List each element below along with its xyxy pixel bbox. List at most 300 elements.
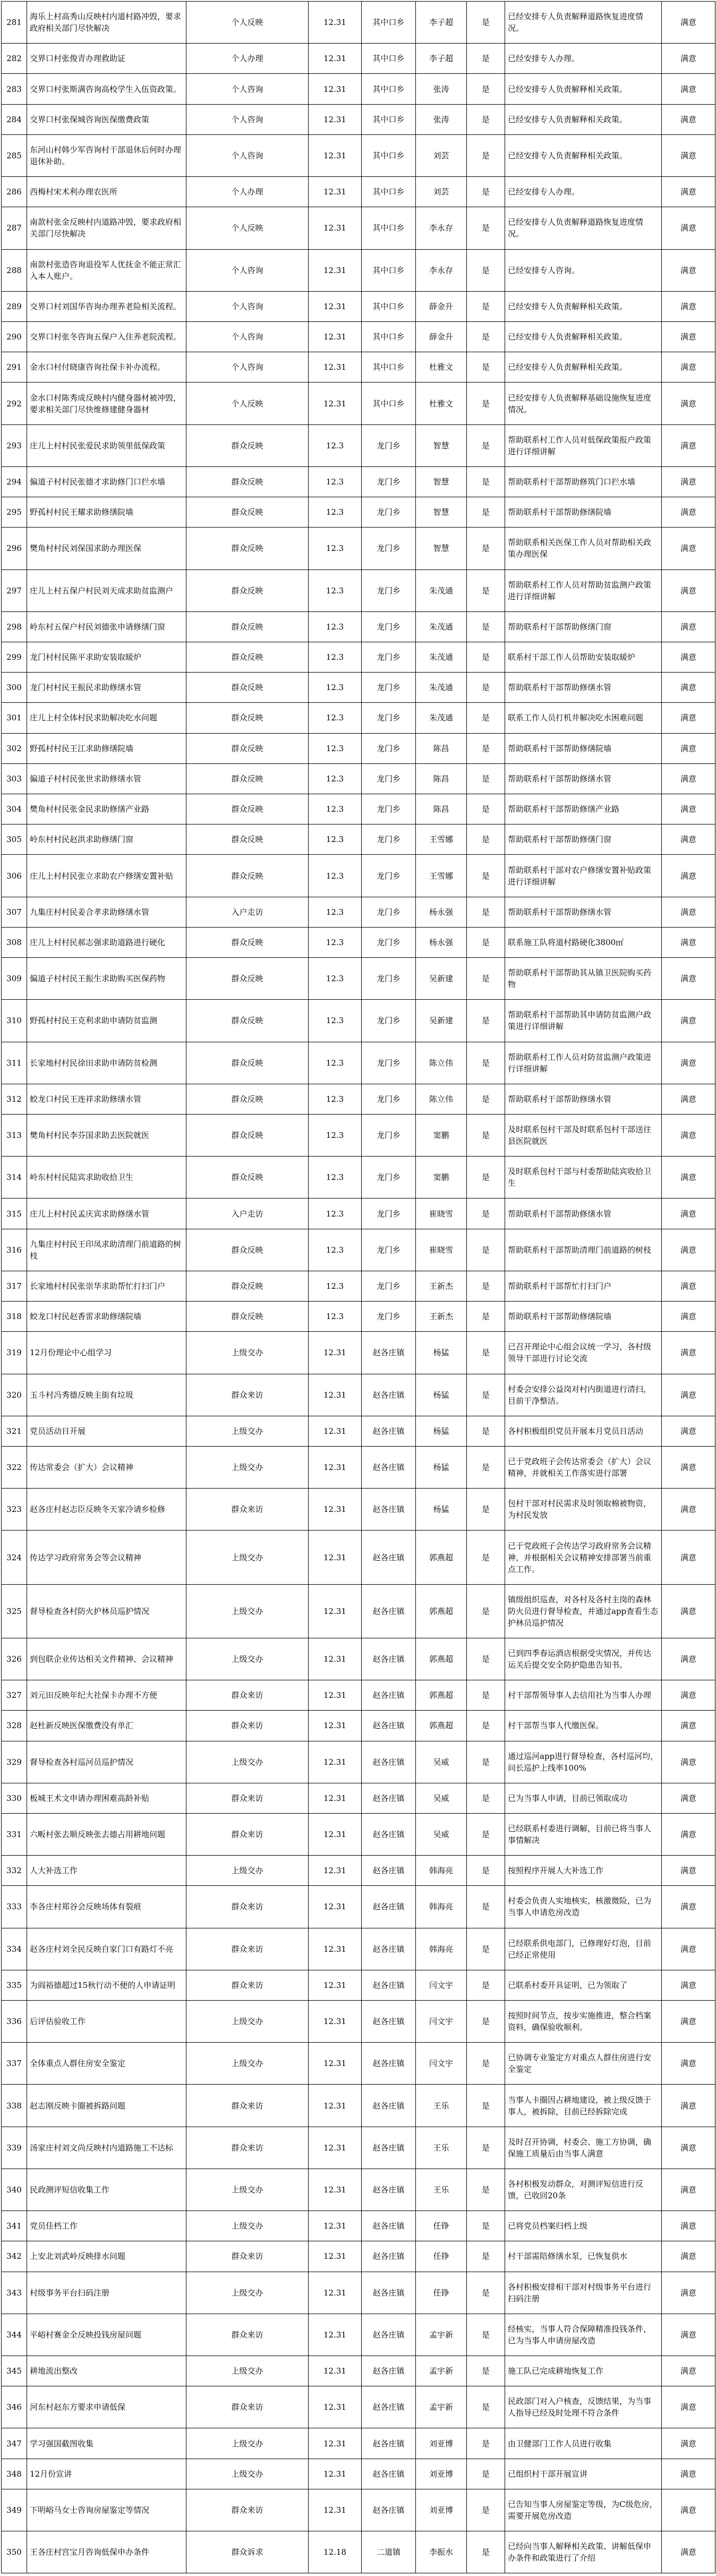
cell-handler: 窦鹏 bbox=[416, 1115, 467, 1157]
cell-satisfaction: 满意 bbox=[662, 1302, 715, 1332]
cell-handler: 李子超 bbox=[416, 2, 467, 44]
cell-item-description: 刘元田反映年纪大社保卡办理不方便 bbox=[27, 1680, 186, 1711]
cell-resolution: 由卫健部门工作人员进行收集 bbox=[505, 2428, 662, 2459]
cell-township: 赵各庄镇 bbox=[362, 2314, 416, 2356]
cell-item-date: 12.3 bbox=[309, 733, 362, 763]
cell-resolved: 是 bbox=[467, 1741, 505, 1783]
cell-item-description: 西梅村宋术利办理农医所 bbox=[27, 177, 186, 207]
cell-township: 龙门乡 bbox=[362, 1157, 416, 1198]
cell-township: 其中口乡 bbox=[362, 352, 416, 382]
cell-satisfaction: 满意 bbox=[662, 642, 715, 672]
cell-resolved: 是 bbox=[467, 1638, 505, 1680]
cell-township: 赵各庄镇 bbox=[362, 1332, 416, 1374]
cell-resolution: 按照时间节点，按步实施推进，整合档案资料，确保验收顺利。 bbox=[505, 2001, 662, 2043]
cell-item-type: 群众诉求 bbox=[186, 2531, 309, 2573]
cell-item-type: 上级交办 bbox=[186, 1446, 309, 1488]
cell-township: 龙门乡 bbox=[362, 466, 416, 497]
cell-resolved: 是 bbox=[467, 1813, 505, 1855]
cell-item-date: 12.31 bbox=[309, 134, 362, 176]
cell-item-type: 群众反映 bbox=[186, 824, 309, 855]
cell-item-date: 12.3 bbox=[309, 466, 362, 497]
cell-item-date: 12.31 bbox=[309, 2, 362, 44]
cell-handler: 智慧 bbox=[416, 466, 467, 497]
cell-row-number: 321 bbox=[2, 1416, 27, 1446]
cell-item-description: 耕地流出整改 bbox=[27, 2356, 186, 2386]
cell-resolution: 已经安排专人负责解释相关政策。 bbox=[505, 291, 662, 321]
cell-item-description: 赵杜新反映医保缴费没有单汇 bbox=[27, 1711, 186, 1741]
cell-township: 赵各庄镇 bbox=[362, 1856, 416, 1886]
cell-satisfaction: 满意 bbox=[662, 1970, 715, 2000]
petition-ledger-table bbox=[1, 1, 715, 2573]
cell-resolved: 是 bbox=[467, 2272, 505, 2314]
cell-row-number: 299 bbox=[2, 642, 27, 672]
cell-row-number: 283 bbox=[2, 74, 27, 104]
cell-item-description: 岭东村五保户村民刘德张申请修缮门窗 bbox=[27, 611, 186, 642]
cell-resolution: 帮助联系村干部帮助修缮水管 bbox=[505, 1198, 662, 1229]
cell-resolved: 是 bbox=[467, 2211, 505, 2241]
table-row bbox=[2, 763, 715, 794]
table-row bbox=[2, 2169, 715, 2211]
cell-item-description: 庄儿上村全体村民求助解决吃水问题 bbox=[27, 703, 186, 733]
cell-handler: 王乐 bbox=[416, 2127, 467, 2169]
cell-item-date: 12.3 bbox=[309, 611, 362, 642]
cell-resolution: 已将党员档案归档上级 bbox=[505, 2211, 662, 2241]
cell-item-description: 蛟龙口村民王连祥求助修缮水管 bbox=[27, 1084, 186, 1114]
cell-resolved: 是 bbox=[467, 1042, 505, 1084]
cell-item-description: 赵各庄村赵志臣反映冬天家冷请乡检修 bbox=[27, 1489, 186, 1531]
table-row bbox=[2, 1302, 715, 1332]
cell-resolution: 已经联系村委进行调解，目前已将当事人事情解决 bbox=[505, 1813, 662, 1855]
cell-item-description: 岭东村村民陆宾求助收拾卫生 bbox=[27, 1157, 186, 1198]
cell-row-number: 331 bbox=[2, 1813, 27, 1855]
cell-item-date: 12.3 bbox=[309, 569, 362, 611]
cell-item-date: 12.31 bbox=[309, 1680, 362, 1711]
cell-satisfaction: 满意 bbox=[662, 2085, 715, 2127]
cell-satisfaction: 满意 bbox=[662, 424, 715, 466]
cell-resolved: 是 bbox=[467, 44, 505, 74]
cell-item-description: 到包联企业传达相关文件精神、会议精神 bbox=[27, 1638, 186, 1680]
table-row bbox=[2, 74, 715, 104]
cell-row-number: 350 bbox=[2, 2531, 27, 2573]
cell-item-description: 金水口村付晓康咨询社保卡补办流程。 bbox=[27, 352, 186, 382]
cell-item-description: 岭东村村民赵洪求助修缮门窗 bbox=[27, 824, 186, 855]
cell-satisfaction: 满意 bbox=[662, 2314, 715, 2356]
cell-item-date: 12.31 bbox=[309, 2386, 362, 2428]
table-row bbox=[2, 2211, 715, 2241]
cell-item-date: 12.3 bbox=[309, 1084, 362, 1114]
cell-handler: 孟宇新 bbox=[416, 2386, 467, 2428]
cell-satisfaction: 满意 bbox=[662, 611, 715, 642]
cell-handler: 崔晓雪 bbox=[416, 1198, 467, 1229]
cell-satisfaction: 满意 bbox=[662, 1271, 715, 1301]
cell-township: 龙门乡 bbox=[362, 569, 416, 611]
cell-resolution: 帮助联系村干部帮助修缮水管 bbox=[505, 673, 662, 703]
cell-resolved: 是 bbox=[467, 1584, 505, 1638]
table-row bbox=[2, 1711, 715, 1741]
cell-item-type: 群众反映 bbox=[186, 958, 309, 1000]
cell-item-date: 12.31 bbox=[309, 2314, 362, 2356]
table-row bbox=[2, 249, 715, 291]
cell-resolution: 村委会安排公益岗对村内街道进行清扫，目前干净整洁。 bbox=[505, 1374, 662, 1416]
table-row bbox=[2, 1489, 715, 1531]
cell-satisfaction: 满意 bbox=[662, 927, 715, 957]
cell-row-number: 311 bbox=[2, 1042, 27, 1084]
cell-item-type: 个人咨询 bbox=[186, 352, 309, 382]
cell-row-number: 290 bbox=[2, 321, 27, 352]
cell-item-type: 群众反映 bbox=[186, 1229, 309, 1271]
table-row bbox=[2, 497, 715, 528]
cell-resolved: 是 bbox=[467, 2085, 505, 2127]
cell-resolution: 已召开理论中心组会议统一学习，各村级领导干部进行讨论交流 bbox=[505, 1332, 662, 1374]
cell-resolved: 是 bbox=[467, 1115, 505, 1157]
cell-satisfaction: 满意 bbox=[662, 1584, 715, 1638]
cell-item-date: 12.31 bbox=[309, 1813, 362, 1855]
cell-item-type: 个人咨询 bbox=[186, 134, 309, 176]
cell-item-description: 交界口村张冬咨询五保户入住养老院流程。 bbox=[27, 321, 186, 352]
cell-resolution: 各村积极发动群众，对测评短信进行反馈，已收回20条 bbox=[505, 2169, 662, 2211]
cell-item-description: 玉斗村冯秀德反映主街有垃圾 bbox=[27, 1374, 186, 1416]
cell-resolved: 是 bbox=[467, 207, 505, 249]
cell-resolved: 是 bbox=[467, 382, 505, 424]
cell-item-description: 学习强国截图收集 bbox=[27, 2428, 186, 2459]
cell-item-type: 个人咨询 bbox=[186, 104, 309, 134]
cell-handler: 杜雅文 bbox=[416, 382, 467, 424]
cell-item-description: 党员活动日开展 bbox=[27, 1416, 186, 1446]
cell-item-type: 群众反映 bbox=[186, 569, 309, 611]
cell-resolved: 是 bbox=[467, 2531, 505, 2573]
cell-township: 龙门乡 bbox=[362, 824, 416, 855]
table-row bbox=[2, 1886, 715, 1928]
cell-item-type: 群众反映 bbox=[186, 466, 309, 497]
cell-item-date: 12.31 bbox=[309, 104, 362, 134]
cell-item-type: 群众反映 bbox=[186, 1000, 309, 1042]
cell-resolved: 是 bbox=[467, 1332, 505, 1374]
cell-row-number: 289 bbox=[2, 291, 27, 321]
table-row bbox=[2, 703, 715, 733]
cell-item-description: 交界口村张保城咨询医保缴费政策 bbox=[27, 104, 186, 134]
cell-township: 赵各庄镇 bbox=[362, 2085, 416, 2127]
cell-handler: 孟宇新 bbox=[416, 2356, 467, 2386]
cell-item-description: 野孤村村民王耀求助修缮院墙 bbox=[27, 497, 186, 528]
cell-item-type: 群众反映 bbox=[186, 855, 309, 897]
cell-item-description: 李各庄村郑谷会反映场体有裂痕 bbox=[27, 1886, 186, 1928]
cell-item-type: 群众来访 bbox=[186, 2489, 309, 2531]
table-row bbox=[2, 1928, 715, 1970]
cell-satisfaction: 满意 bbox=[662, 703, 715, 733]
cell-satisfaction: 满意 bbox=[662, 1783, 715, 1813]
cell-handler: 刘芸 bbox=[416, 177, 467, 207]
cell-handler: 陈昌 bbox=[416, 733, 467, 763]
table-row bbox=[2, 1271, 715, 1301]
cell-resolution: 已经安排专人咨询。 bbox=[505, 249, 662, 291]
cell-row-number: 348 bbox=[2, 2459, 27, 2489]
cell-township: 赵各庄镇 bbox=[362, 1680, 416, 1711]
cell-township: 赵各庄镇 bbox=[362, 2127, 416, 2169]
cell-satisfaction: 满意 bbox=[662, 1856, 715, 1886]
cell-satisfaction: 满意 bbox=[662, 794, 715, 824]
cell-row-number: 295 bbox=[2, 497, 27, 528]
cell-resolved: 是 bbox=[467, 249, 505, 291]
cell-satisfaction: 满意 bbox=[662, 2211, 715, 2241]
cell-row-number: 336 bbox=[2, 2001, 27, 2043]
cell-resolution: 帮助联系村干部帮助修缮院墙 bbox=[505, 733, 662, 763]
cell-handler: 陈昌 bbox=[416, 763, 467, 794]
cell-satisfaction: 满意 bbox=[662, 1042, 715, 1084]
table-row bbox=[2, 424, 715, 466]
cell-handler: 王雪娜 bbox=[416, 824, 467, 855]
cell-item-type: 群众反映 bbox=[186, 763, 309, 794]
cell-township: 赵各庄镇 bbox=[362, 1531, 416, 1584]
cell-satisfaction: 满意 bbox=[662, 1928, 715, 1970]
table-row bbox=[2, 824, 715, 855]
table-row bbox=[2, 2531, 715, 2573]
cell-item-date: 12.31 bbox=[309, 2272, 362, 2314]
cell-item-description: 南款村张金反映村内道路冲毁，要求政府相关部门尽快解决 bbox=[27, 207, 186, 249]
table-row bbox=[2, 2, 715, 44]
cell-item-description: 民政测评短信收集工作 bbox=[27, 2169, 186, 2211]
cell-item-date: 12.31 bbox=[309, 1783, 362, 1813]
cell-resolved: 是 bbox=[467, 855, 505, 897]
cell-handler: 朱茂通 bbox=[416, 611, 467, 642]
cell-township: 龙门乡 bbox=[362, 1229, 416, 1271]
cell-item-description: 野孤村村民王江求助修缮院墙 bbox=[27, 733, 186, 763]
cell-resolved: 是 bbox=[467, 134, 505, 176]
cell-satisfaction: 满意 bbox=[662, 134, 715, 176]
cell-township: 龙门乡 bbox=[362, 703, 416, 733]
cell-item-date: 12.31 bbox=[309, 1741, 362, 1783]
cell-item-description: 交界口村张斯满咨询高校学生入伍资政策。 bbox=[27, 74, 186, 104]
cell-item-description: 庄儿上村村民张立求助农户修缮安置补贴 bbox=[27, 855, 186, 897]
cell-resolution: 已经安排专人办理。 bbox=[505, 44, 662, 74]
cell-resolution: 帮助联系村干部帮助修缮门窗 bbox=[505, 611, 662, 642]
cell-item-description: 赵各庄村刘全民反映自家门口有路灯不亮 bbox=[27, 1928, 186, 1970]
cell-item-description: 九集庄村村民王印凤求助清理门前道路的树枝 bbox=[27, 1229, 186, 1271]
cell-item-type: 群众来访 bbox=[186, 1928, 309, 1970]
cell-township: 龙门乡 bbox=[362, 897, 416, 927]
cell-handler: 朱茂通 bbox=[416, 703, 467, 733]
cell-item-date: 12.31 bbox=[309, 2043, 362, 2085]
cell-handler: 李永存 bbox=[416, 249, 467, 291]
cell-resolution: 村干部帮当事人代缴医保。 bbox=[505, 1711, 662, 1741]
cell-handler: 刘芸 bbox=[416, 134, 467, 176]
cell-resolved: 是 bbox=[467, 352, 505, 382]
cell-item-description: 下明峪马女士咨询房屋鉴定等情况 bbox=[27, 2489, 186, 2531]
table-row bbox=[2, 673, 715, 703]
cell-item-description: 龙门村村民陈平求助安装取暖炉 bbox=[27, 642, 186, 672]
cell-item-type: 群众来访 bbox=[186, 1970, 309, 2000]
cell-satisfaction: 满意 bbox=[662, 2489, 715, 2531]
cell-item-type: 群众来访 bbox=[186, 1711, 309, 1741]
cell-township: 其中口乡 bbox=[362, 104, 416, 134]
cell-satisfaction: 满意 bbox=[662, 352, 715, 382]
cell-satisfaction: 满意 bbox=[662, 673, 715, 703]
cell-item-date: 12.3 bbox=[309, 1302, 362, 1332]
cell-satisfaction: 满意 bbox=[662, 1374, 715, 1416]
cell-item-date: 12.3 bbox=[309, 794, 362, 824]
cell-handler: 刘亚博 bbox=[416, 2428, 467, 2459]
cell-satisfaction: 满意 bbox=[662, 2169, 715, 2211]
cell-item-date: 12.31 bbox=[309, 249, 362, 291]
cell-row-number: 328 bbox=[2, 1711, 27, 1741]
cell-row-number: 324 bbox=[2, 1531, 27, 1584]
cell-item-type: 群众反映 bbox=[186, 927, 309, 957]
cell-item-date: 12.31 bbox=[309, 382, 362, 424]
cell-satisfaction: 满意 bbox=[662, 1115, 715, 1157]
cell-resolution: 施工队已完成耕地恢复工作 bbox=[505, 2356, 662, 2386]
cell-item-date: 12.31 bbox=[309, 1489, 362, 1531]
cell-row-number: 294 bbox=[2, 466, 27, 497]
cell-item-date: 12.31 bbox=[309, 1446, 362, 1488]
cell-item-date: 12.31 bbox=[309, 1638, 362, 1680]
cell-resolved: 是 bbox=[467, 291, 505, 321]
cell-township: 赵各庄镇 bbox=[362, 2241, 416, 2272]
table-row bbox=[2, 2272, 715, 2314]
table-row bbox=[2, 1446, 715, 1488]
cell-item-description: 蛟龙口村民赵香雷求助修缮院墙 bbox=[27, 1302, 186, 1332]
cell-satisfaction: 满意 bbox=[662, 1229, 715, 1271]
cell-resolution: 帮助联系村干部帮助修缮水管 bbox=[505, 1084, 662, 1114]
cell-item-description: 12月份理论中心组学习 bbox=[27, 1332, 186, 1374]
cell-resolution: 帮助联系村工作人员对防贫监测户政策进行详细讲解 bbox=[505, 1042, 662, 1084]
cell-resolution: 已经向当事人解释相关政策、讲解低保申办条件和政策进行了介绍 bbox=[505, 2531, 662, 2573]
cell-item-date: 12.31 bbox=[309, 1711, 362, 1741]
cell-row-number: 309 bbox=[2, 958, 27, 1000]
cell-item-date: 12.3 bbox=[309, 673, 362, 703]
table-row bbox=[2, 2428, 715, 2459]
cell-satisfaction: 满意 bbox=[662, 1489, 715, 1531]
cell-row-number: 320 bbox=[2, 1374, 27, 1416]
cell-item-type: 群众反映 bbox=[186, 703, 309, 733]
cell-item-type: 群众来访 bbox=[186, 2314, 309, 2356]
cell-row-number: 326 bbox=[2, 1638, 27, 1680]
cell-resolution: 及时联系包村干部及时联系包村干部送往县医院就医 bbox=[505, 1115, 662, 1157]
cell-resolved: 是 bbox=[467, 2459, 505, 2489]
cell-resolution: 帮助联系村干部帮助修缮产业路 bbox=[505, 794, 662, 824]
table-row bbox=[2, 134, 715, 176]
cell-resolution: 已经安排专人负责解释基础设施恢复进度情况。 bbox=[505, 382, 662, 424]
cell-item-description: 12月份宣讲 bbox=[27, 2459, 186, 2489]
cell-resolution: 帮助联系村干部帮助修筑门口拦水墙 bbox=[505, 466, 662, 497]
cell-satisfaction: 满意 bbox=[662, 855, 715, 897]
cell-township: 龙门乡 bbox=[362, 611, 416, 642]
cell-resolution: 帮助联系村干部帮助其从镇卫医院购买药物 bbox=[505, 958, 662, 1000]
cell-resolved: 是 bbox=[467, 74, 505, 104]
cell-item-description: 人大补选工作 bbox=[27, 1856, 186, 1886]
cell-row-number: 349 bbox=[2, 2489, 27, 2531]
cell-item-description: 偏道子村村民张德才求助修门口拦水墙 bbox=[27, 466, 186, 497]
cell-township: 赵各庄镇 bbox=[362, 2489, 416, 2531]
cell-resolution: 已到四季春运酒店根据受灾情况，并传达运关后提交安全防护隐患告知书。 bbox=[505, 1638, 662, 1680]
cell-item-type: 群众反映 bbox=[186, 642, 309, 672]
cell-handler: 任铮 bbox=[416, 2211, 467, 2241]
cell-item-description: 九集庄村村民姜合孝求助修缮水管 bbox=[27, 897, 186, 927]
cell-item-date: 12.3 bbox=[309, 824, 362, 855]
cell-item-date: 12.3 bbox=[309, 1042, 362, 1084]
cell-item-type: 上级交办 bbox=[186, 2428, 309, 2459]
cell-resolved: 是 bbox=[467, 763, 505, 794]
cell-resolution: 已联系村委开具证明，已为领取了 bbox=[505, 1970, 662, 2000]
cell-handler: 杨猛 bbox=[416, 1416, 467, 1446]
cell-satisfaction: 满意 bbox=[662, 958, 715, 1000]
cell-item-type: 上级交办 bbox=[186, 1856, 309, 1886]
cell-row-number: 310 bbox=[2, 1000, 27, 1042]
table-row bbox=[2, 291, 715, 321]
cell-resolution: 通过巡河app进行督导检查，各村巡河均，问长巡护上线率100% bbox=[505, 1741, 662, 1783]
cell-resolution: 帮助联系村干部帮助修缮院墙 bbox=[505, 1302, 662, 1332]
cell-row-number: 347 bbox=[2, 2428, 27, 2459]
cell-handler: 窦鹏 bbox=[416, 1157, 467, 1198]
cell-resolution: 帮助联系村干部帮忙打扫门户 bbox=[505, 1271, 662, 1301]
cell-item-description: 长家地村村民张崇华求助帮忙打扫门户 bbox=[27, 1271, 186, 1301]
cell-handler: 吴威 bbox=[416, 1813, 467, 1855]
cell-item-date: 12.31 bbox=[309, 1416, 362, 1446]
cell-resolution: 帮助联系村干部帮助修缮门窗 bbox=[505, 824, 662, 855]
cell-handler: 任铮 bbox=[416, 2241, 467, 2272]
cell-township: 赵各庄镇 bbox=[362, 1741, 416, 1783]
cell-handler: 薛金升 bbox=[416, 291, 467, 321]
cell-item-type: 群众反映 bbox=[186, 1157, 309, 1198]
cell-item-date: 12.31 bbox=[309, 2001, 362, 2043]
cell-township: 龙门乡 bbox=[362, 1271, 416, 1301]
cell-township: 赵各庄镇 bbox=[362, 1374, 416, 1416]
cell-resolution: 已经安排专人办理。 bbox=[505, 177, 662, 207]
cell-satisfaction: 满意 bbox=[662, 569, 715, 611]
cell-item-type: 个人反映 bbox=[186, 2, 309, 44]
cell-resolution: 已经安排专人负责解释道路恢复进度情况。 bbox=[505, 207, 662, 249]
cell-item-type: 个人咨询 bbox=[186, 321, 309, 352]
cell-item-type: 上级交办 bbox=[186, 1584, 309, 1638]
cell-resolution: 各村积极安排相干部对村级事务平台进行扫码注册 bbox=[505, 2272, 662, 2314]
cell-resolved: 是 bbox=[467, 1711, 505, 1741]
cell-township: 其中口乡 bbox=[362, 74, 416, 104]
cell-resolved: 是 bbox=[467, 2169, 505, 2211]
cell-item-description: 偏道子村村民王振生求助购买医保药物 bbox=[27, 958, 186, 1000]
cell-resolution: 镇级组织巡查，对各村及各村主岗的森林防火员进行督导检查，并通过app查看生态护林员巡护情况 bbox=[505, 1584, 662, 1638]
cell-item-date: 12.31 bbox=[309, 2459, 362, 2489]
cell-township: 赵各庄镇 bbox=[362, 2211, 416, 2241]
cell-item-date: 12.3 bbox=[309, 763, 362, 794]
cell-item-description: 村级事务平台扫码注册 bbox=[27, 2272, 186, 2314]
table-row bbox=[2, 958, 715, 1000]
cell-resolved: 是 bbox=[467, 1198, 505, 1229]
cell-item-date: 12.3 bbox=[309, 927, 362, 957]
cell-item-type: 上级交办 bbox=[186, 2211, 309, 2241]
cell-row-number: 308 bbox=[2, 927, 27, 957]
table-row bbox=[2, 1638, 715, 1680]
cell-satisfaction: 满意 bbox=[662, 1741, 715, 1783]
cell-resolved: 是 bbox=[467, 2386, 505, 2428]
cell-resolution: 帮助联系村干部帮助修缮水管 bbox=[505, 763, 662, 794]
cell-resolution: 已协调专业鉴定方对重点人群住房进行安全鉴定 bbox=[505, 2043, 662, 2085]
cell-item-date: 12.3 bbox=[309, 1157, 362, 1198]
cell-resolution: 已经安排专人负责解释相关政策。 bbox=[505, 74, 662, 104]
cell-handler: 孟宇新 bbox=[416, 2314, 467, 2356]
cell-resolution: 各村积极组织党员开展本月党员日活动 bbox=[505, 1416, 662, 1446]
cell-resolved: 是 bbox=[467, 2043, 505, 2085]
cell-resolution: 包村干部对村民需求及时领取棉被物资，为村民发放 bbox=[505, 1489, 662, 1531]
cell-item-type: 群众反映 bbox=[186, 1042, 309, 1084]
table-row bbox=[2, 794, 715, 824]
cell-resolved: 是 bbox=[467, 927, 505, 957]
cell-handler: 郭燕超 bbox=[416, 1680, 467, 1711]
cell-handler: 郭燕超 bbox=[416, 1638, 467, 1680]
table-row bbox=[2, 897, 715, 927]
cell-resolved: 是 bbox=[467, 673, 505, 703]
cell-township: 龙门乡 bbox=[362, 958, 416, 1000]
cell-township: 赵各庄镇 bbox=[362, 2459, 416, 2489]
cell-item-type: 群众来访 bbox=[186, 2127, 309, 2169]
cell-handler: 吴威 bbox=[416, 1741, 467, 1783]
